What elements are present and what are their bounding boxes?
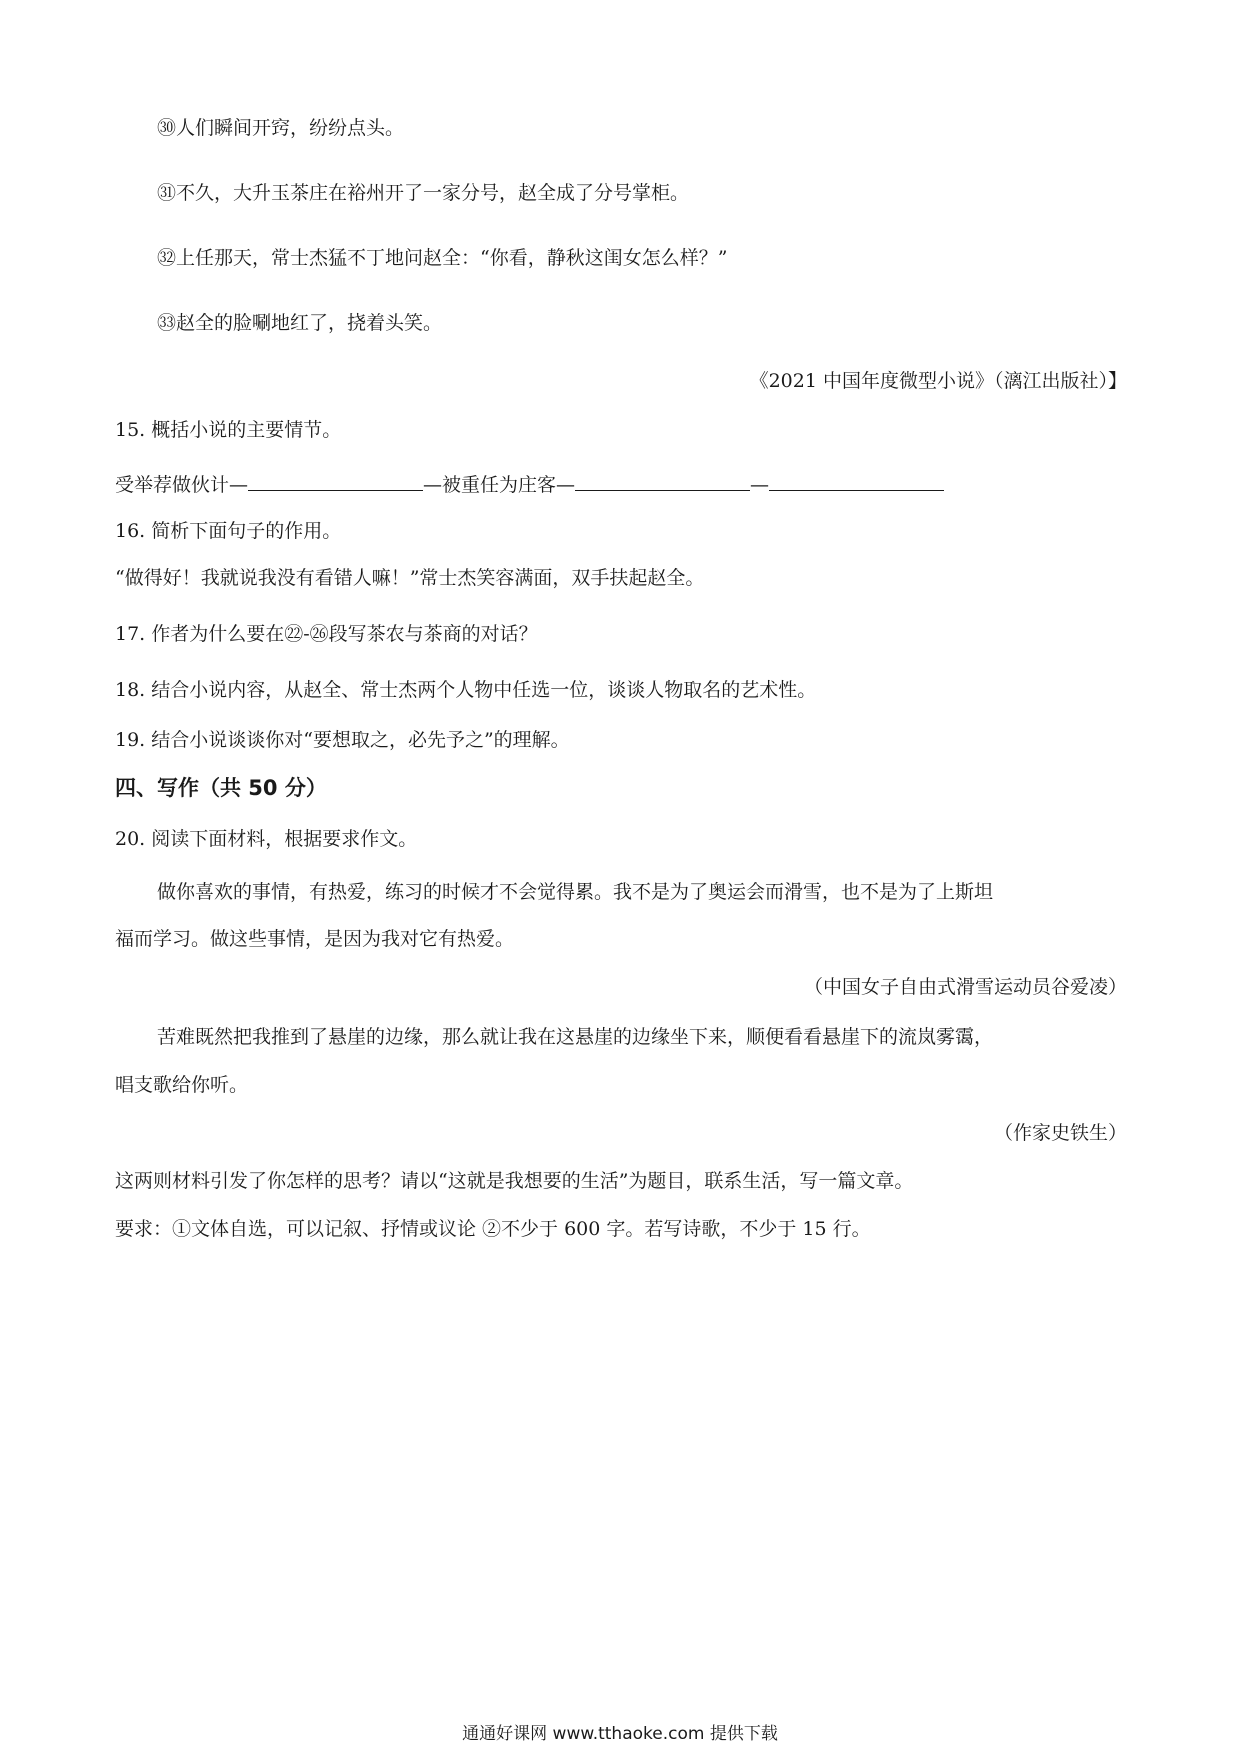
story-source: 《2021 中国年度微型小说》（漓江出版社）】 bbox=[749, 370, 1127, 392]
plot-segment-2: —被重任为庄客— bbox=[423, 474, 576, 496]
story-line-33: ㉝赵全的脸唰地红了，挠着头笑。 bbox=[157, 312, 443, 334]
material-1-source: （中国女子自由式滑雪运动员谷爱凌） bbox=[803, 976, 1127, 998]
story-line-31: ㉛不久，大升玉茶庄在裕州开了一家分号，赵全成了分号掌柜。 bbox=[157, 182, 690, 204]
section-4-heading: 四、写作（共 50 分） bbox=[115, 776, 327, 800]
writing-requirements: 要求：①文体自选，可以记叙、抒情或议论 ②不少于 600 字。若写诗歌，不少于 15 行。 bbox=[115, 1218, 871, 1240]
question-15-plot-line bbox=[115, 470, 944, 498]
question-18: 18. 结合小说内容，从赵全、常士杰两个人物中任选一位，谈谈人物取名的艺术性。 bbox=[115, 679, 817, 701]
question-20: 20. 阅读下面材料，根据要求作文。 bbox=[115, 828, 418, 850]
plot-blank-3[interactable] bbox=[769, 470, 944, 491]
plot-segment-3: — bbox=[750, 474, 770, 496]
story-line-30: ㉚人们瞬间开窍，纷纷点头。 bbox=[157, 117, 405, 139]
material-2-line-1: 苦难既然把我推到了悬崖的边缘，那么就让我在这悬崖的边缘坐下来，顺便看看悬崖下的流岚雾霭， bbox=[157, 1026, 994, 1048]
material-1-line-1: 做你喜欢的事情，有热爱，练习的时候才不会觉得累。我不是为了奥运会而滑雪，也不是为了上斯坦 bbox=[157, 881, 994, 903]
story-line-32: ㉜上任那天，常士杰猛不丁地问赵全：“你看，静秋这闺女怎么样？” bbox=[157, 247, 728, 269]
material-1-line-2: 福而学习。做这些事情，是因为我对它有热爱。 bbox=[115, 928, 515, 950]
page-footer: 通通好课网 www.tthaoke.com 提供下载 bbox=[462, 1724, 778, 1744]
question-16: 16. 简析下面句子的作用。 bbox=[115, 520, 342, 542]
question-16-quote: “做得好！我就说我没有看错人嘛！”常士杰笑容满面，双手扶起赵全。 bbox=[115, 567, 705, 589]
plot-blank-2[interactable] bbox=[575, 470, 750, 491]
material-2-line-2: 唱支歌给你听。 bbox=[115, 1074, 249, 1096]
material-2-source: （作家史铁生） bbox=[993, 1122, 1127, 1144]
question-15: 15. 概括小说的主要情节。 bbox=[115, 419, 342, 441]
plot-segment-1: 受举荐做伙计— bbox=[115, 474, 249, 496]
question-17: 17. 作者为什么要在㉒-㉖段写茶农与茶商的对话？ bbox=[115, 623, 538, 645]
writing-task: 这两则材料引发了你怎样的思考？请以“这就是我想要的生活”为题目，联系生活，写一篇文章。 bbox=[115, 1170, 914, 1192]
plot-blank-1[interactable] bbox=[248, 470, 423, 491]
question-19: 19. 结合小说谈谈你对“要想取之，必先予之”的理解。 bbox=[115, 729, 570, 751]
